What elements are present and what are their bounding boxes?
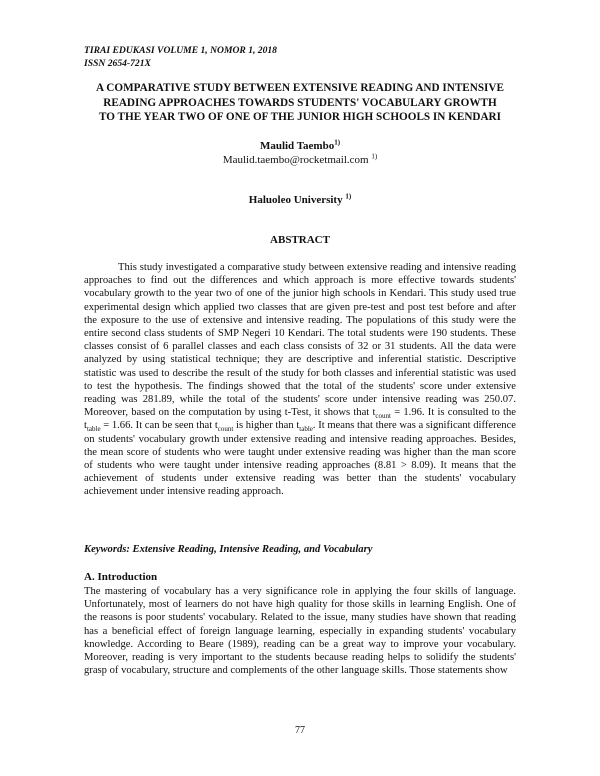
journal-header	[84, 44, 277, 70]
affiliation-line	[0, 194, 600, 206]
abstract-part-5: . It means that there was a significant difference on students' vocabulary growth under extensive reading and intensive reading approaches. Besides, the mean score of students who were taught under extensive reading was higher than the man score of students who were taught under intensive reading approaches (8.81 > 8.09). It means that the achievement of students under extensive reading was better than the students' vocabulary achievement under intensive reading approach.	[84, 420, 516, 498]
author-name: Maulid Taembo	[259, 140, 335, 152]
title-line-2: READING APPROACHES TOWARDS STUDENTS' VOCABULARY GROWTH	[103, 96, 497, 109]
paper-title	[70, 81, 530, 125]
abstract-part-1: This study investigated a comparative study between extensive reading and intensive reading approaches to find out the differences and which approach is more effective towards students' vocabulary growth to the year two of one of the junior high schools in Kendari. This study used true experimental design which applied two classes that are given pre-test and post test before and after the exposure to the use of extensive and intensive reading. The populations of this study were the entire second class students of SMP Negeri 10 Kendari. The total students were 190 students. These classes consist of 6 parallel classes and each class consists of 32 or 31 students. All the data were analyzed by using statistical technique; they are descriptive and inferential statistic. Descriptive statistic was used to describe the result of the study for both classes and inferential statistic was used to test the hypothesis. The findings showed that the total of the students' score under extensive reading was 281.89, while the total of the students' score under intensive reading was 250.07. Moreover, based on the computation by using t-Test, it shows that t	[84, 262, 516, 419]
t-table-subscript-2: table	[299, 425, 313, 434]
journal-issn: ISSN 2654-721X	[84, 58, 151, 69]
author-name-line	[0, 140, 600, 152]
t-count-subscript: count	[375, 412, 391, 421]
t-count-subscript-2: count	[217, 425, 234, 434]
introduction-heading: A. Introduction	[84, 571, 158, 583]
journal-name: TIRAI EDUKASI VOLUME 1, NOMOR 1, 2018	[84, 45, 277, 56]
title-line-3: TO THE YEAR TWO OF ONE OF THE JUNIOR HIGH SCHOOLS IN KENDARI	[99, 111, 501, 123]
keywords: Keywords: Extensive Reading, Intensive Reading, and Vocabulary	[84, 544, 373, 555]
abstract-heading: ABSTRACT	[270, 234, 330, 246]
affiliation-name: Haluoleo University	[248, 194, 343, 206]
abstract-part-4: is higher than t	[233, 420, 300, 432]
email-mark: 1)	[371, 152, 378, 161]
title-line-1: A COMPARATIVE STUDY BETWEEN EXTENSIVE READING AND INTENSIVE	[96, 82, 504, 94]
introduction-text: The mastering of vocabulary has a very significance role in applying the four skills of language. Unfortunately, most of learners do not have high quality for those skills in learning English. One of the reasons is poor students' vocabulary. Related to the issue, many studies have shown that reading has a beneficial effect of foreign language learning, especially in expanding students' vocabulary knowledge. According to Beare (1989), reading can be a great way to improve your vocabulary. Moreover, reading is very important to the students because reading helps to solidify the students' grasp of vocabulary, structure and complements of the other language skills. Those statements show	[84, 586, 516, 677]
abstract-text	[84, 261, 516, 499]
abstract-part-3: = 1.66. It can be seen that t	[100, 420, 218, 432]
page-number: 77	[295, 725, 305, 736]
affiliation-mark: 1)	[345, 192, 352, 201]
abstract-part-2: = 1.96. It is consulted to the t	[84, 407, 516, 432]
t-table-subscript: table	[86, 425, 101, 434]
author-email: Maulid.taembo@rocketmail.com	[222, 154, 369, 166]
author-email-line	[0, 154, 600, 166]
author-mark: 1)	[334, 138, 341, 147]
